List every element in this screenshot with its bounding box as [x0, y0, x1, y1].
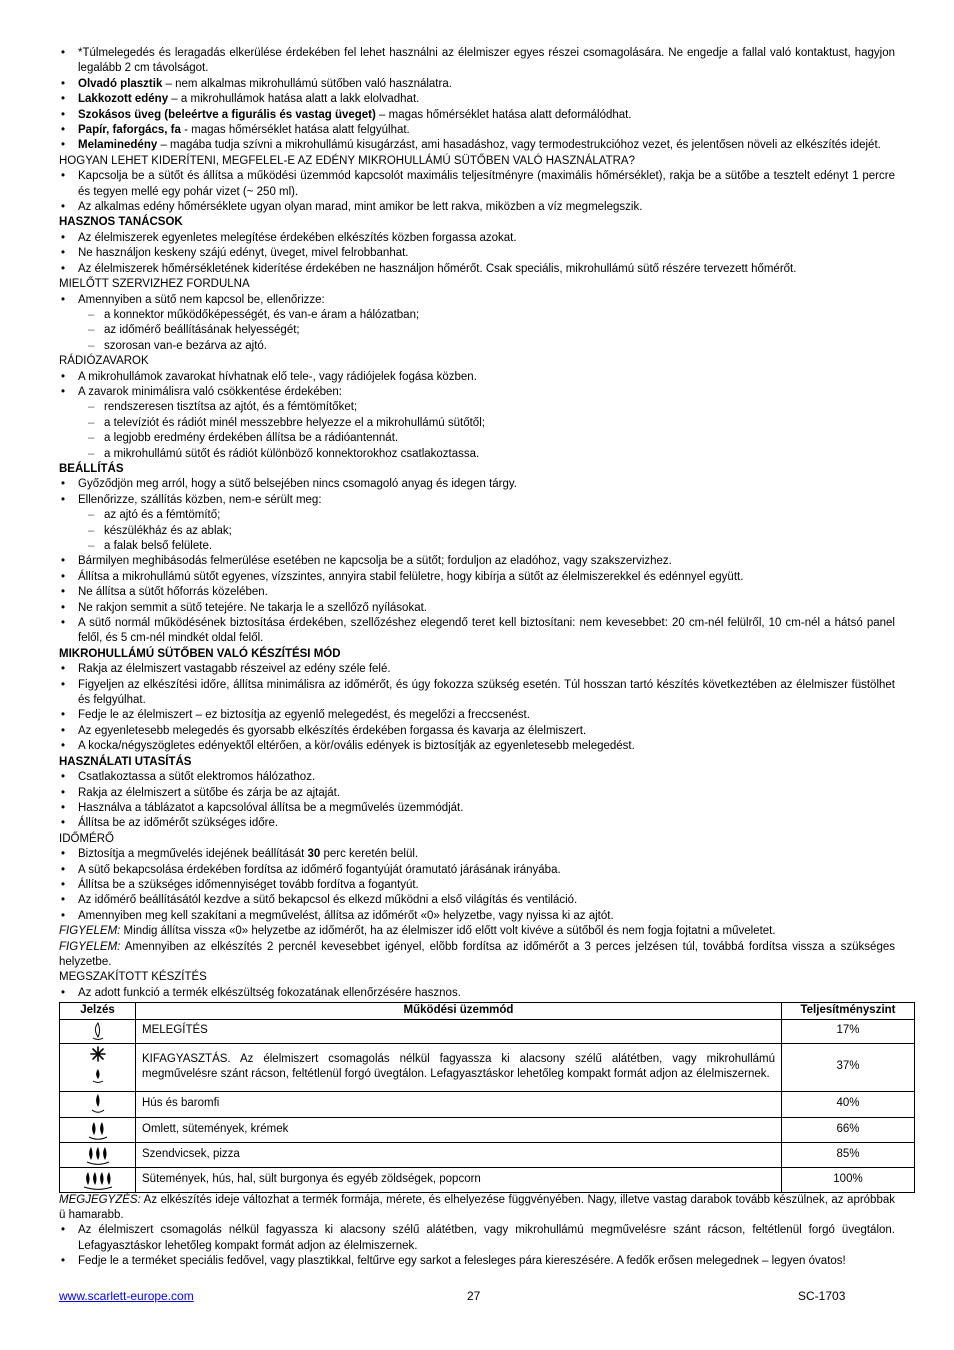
- list-item: • A mikrohullámok zavarokat hívhatnak elő tele-, vagy rádiójelek fogása közben.: [59, 370, 895, 385]
- section-heading: IDŐMÉRŐ: [59, 832, 114, 845]
- section-heading: MIKROHULLÁMÚ SÜTŐBEN VALÓ KÉSZÍTÉSI MÓD: [59, 647, 341, 660]
- note: MEGJEGYZÉS: Az elkészítés ideje változhat a termék formája, mérete, és elhelyezése függvényében. Nagy, illetve vastag darabok tovább készülnek, az apróbbak ü hamarabb.: [59, 1193, 895, 1221]
- list-item: • A sütő bekapcsolása érdekében fordítsa az időmérő fogantyúját óramutató járásának irányába.: [59, 863, 895, 878]
- document-body: [59, 46, 895, 1270]
- level-cell: 40%: [782, 1091, 915, 1117]
- list-item: • Az időmérő beállításától kezdve a sütő bekapcsol és elkezd működni a első világítás és ventiláció.: [59, 893, 895, 908]
- mode-cell: MELEGÍTÉS: [136, 1019, 782, 1043]
- list-item: • *Túlmelegedés és leragadás elkerülése érdekében fel lehet használni az élelmiszer egyes részei csomagolására. Ne engedje a fallal való kontaktust, hagyjon legalább 2 cm távolságot.: [59, 46, 895, 77]
- table-header-cell: Teljesítményszint: [782, 1003, 915, 1019]
- radio-list: [59, 370, 895, 462]
- interrupted-list: [59, 986, 895, 1001]
- three-flames-icon: [60, 1142, 136, 1167]
- timer-list: [59, 847, 895, 924]
- sub-list-item: – az ajtó és a fémtömítő;: [59, 508, 895, 523]
- section-heading: MIELŐTT SZERVIZHEZ FORDULNA: [59, 278, 250, 291]
- footer-url[interactable]: [59, 1289, 194, 1304]
- warming-flame-icon: [60, 1019, 136, 1043]
- list-item: • Fedje le a terméket speciális fedővel, vagy plasztikkal, feltűrve egy sarkot a felesleges pára kiereszésére. A fedők erősen melegednek – legyen óvatos!: [59, 1254, 895, 1269]
- list-item: • Kapcsolja be a sütőt és állítsa a működési üzemmód kapcsolót maximális teljesítményre (maximális hőmérséklet), rakja be a sütőbe a tesztelt edényt 1 percre és tegyen mellé egy pohár vizet (~ 250 ml).: [59, 169, 895, 200]
- tips-list: [59, 231, 895, 277]
- list-item: • Fedje le az élelmiszert – ez biztosítja az egyenlő melegedést, és megelőzi a freccsenést.: [59, 708, 895, 723]
- list-item: • Az adott funkció a termék elkészültség fokozatának ellenőrzésére hasznos.: [59, 986, 895, 1001]
- list-item: • Biztosítja a megművelés idejének beállítását 30 perc keretén belül.: [59, 847, 895, 862]
- list-item: • Lakkozott edény – a mikrohullámok hatása alatt a lakk elolvadhat.: [59, 92, 895, 107]
- usage-list: [59, 770, 895, 832]
- level-cell: 85%: [782, 1142, 915, 1167]
- list-item: • Ellenőrizze, szállítás közben, nem-e sérült meg:: [59, 493, 895, 508]
- section-heading: BEÁLLÍTÁS: [59, 462, 124, 475]
- list-item: • Rakja az élelmiszert vastagabb részeivel az edény széle felé.: [59, 662, 895, 677]
- list-item: • Amennyiben a sütő nem kapcsol be, ellenőrizze:: [59, 293, 895, 308]
- section-heading: MEGSZAKÍTOTT KÉSZÍTÉS: [59, 971, 207, 984]
- list-item: • A sütő normál működésének biztosítása érdekében, szellőzéshez elegendő teret kell biztosítani: nem kevesebbet: 20 cm-nél felülről, 10 cm-nél a hátsó panel felől, és 5 cm-nél mindkét oldal felől.: [59, 616, 895, 647]
- sub-list-item: – készülékház és az ablak;: [59, 524, 895, 539]
- mode-cell: Sütemények, hús, hal, sült burgonya és egyéb zöldségek, popcorn: [136, 1167, 782, 1192]
- level-cell: 17%: [782, 1019, 915, 1043]
- section-heading: HOGYAN LEHET KIDERÍTENI, MEGFELEL-E AZ EDÉNY MIKROHULLÁMÚ SÜTŐBEN VALÓ HASZNÁLATRA?: [59, 154, 635, 167]
- list-item: • Állítsa be a szükséges időmennyiséget tovább fordítva a fogantyút.: [59, 878, 895, 893]
- list-item: • A zavarok minimálisra való csökkentése érdekében:: [59, 385, 895, 400]
- list-item: • Csatlakoztassa a sütőt elektromos hálózathoz.: [59, 770, 895, 785]
- table-row: [60, 1091, 915, 1117]
- list-item: • Állítsa be az időmérőt szükséges időre.: [59, 816, 895, 831]
- list-item: • Figyeljen az elkészítési időre, állítsa minimálisra az időmérőt, és úgy fokozza szükség esetén. Túl hosszan tartó készítés következtében az élelmiszer füstölhet és felgyúlhat.: [59, 678, 895, 709]
- list-item: • Az egyenletesebb melegedés és gyorsabb elkészítés érdekében forgassa és kavarja az élelmiszert.: [59, 724, 895, 739]
- four-flames-icon: [60, 1167, 136, 1192]
- sub-list-item: – a falak belső felülete.: [59, 539, 895, 554]
- table-header-cell: Működési üzemmód: [136, 1003, 782, 1019]
- section-heading: RÁDIÓZAVAROK: [59, 355, 149, 368]
- list-item: • Győződjön meg arról, hogy a sütő belsejében nincs csomagoló anyag és idegen tárgy.: [59, 477, 895, 492]
- list-item: • Bármilyen meghibásodás felmerülése esetében ne kapcsolja be a sütőt; forduljon az eladóhoz, vagy szakszervizhez.: [59, 554, 895, 569]
- snowflake-flame-icon: [60, 1043, 136, 1091]
- list-item: • Ne használjon keskeny szájú edényt, üveget, mivel felrobbanhat.: [59, 246, 895, 261]
- list-item: • A kocka/négyszögletes edényektől eltérően, a kör/ovális edények is biztosítják az egyenletesebb melegedést.: [59, 739, 895, 754]
- mode-cell: Hús és baromfi: [136, 1091, 782, 1117]
- attention-note: FIGYELEM: Amennyiben az elkészítés 2 percnél kevesebbet igényel, elõbb fordítsa az időmérőt a 3 perces jelzésen túl, továbbá fordítsa vissza a szükséges helyzetbe.: [59, 940, 895, 968]
- list-item: • Az élelmiszert csomagolás nélkül fagyassza ki alacsony szélű alátétben, vagy mikrohullámú megművelésre szánt rácson, feltétlenül forgó üvegtálon. Lefagyasztáskor lehetőleg kompakt formát adjon az élelmiszernek.: [59, 1223, 895, 1254]
- list-item: • Olvadó plasztik – nem alkalmas mikrohullámú sütőben való használatra.: [59, 77, 895, 92]
- list-item: • Rakja az élelmiszert a sütőbe és zárja be az ajtaját.: [59, 786, 895, 801]
- list-item: • Használva a táblázatot a kapcsolóval állítsa be a megművelés üzemmódját.: [59, 801, 895, 816]
- website-link[interactable]: www.scarlett-europe.com: [59, 1289, 194, 1303]
- attention-note: FIGYELEM: Mindig állítsa vissza «0» helyzetbe az időmérőt, ha az élelmiszer idő előtt volt kivéve a sütőből és nem fogja fojtatni a műveletet.: [59, 925, 776, 938]
- list-item: • Az alkalmas edény hőmérséklete ugyan olyan marad, mint amikor be lett rakva, miközben a víz megmelegszik.: [59, 200, 895, 215]
- level-cell: 100%: [782, 1167, 915, 1192]
- intro-list: [59, 46, 895, 154]
- list-item: • Szokásos üveg (beleértve a figurális és vastag üveget) – magas hőmérséklet hatása alatt deformálódhat.: [59, 108, 895, 123]
- cooking-list: [59, 662, 895, 754]
- list-item: • Melaminedény – magába tudja szívni a mikrohullámú kisugárzást, ami hasadáshoz, vagy termodestrukcióhoz vezet, és jelentősen növeli az elkészítés idejét.: [59, 138, 895, 153]
- table-row: [60, 1019, 915, 1043]
- section-heading: HASZNÁLATI UTASÍTÁS: [59, 755, 192, 768]
- list-item: • Az élelmiszerek hőmérsékletének kiderítése érdekében ne használjon hőmérőt. Csak speciális, mikrohullámú sütő részére tervezett hőmérőt.: [59, 262, 895, 277]
- list-item: • Ne rakjon semmit a sütő tetejére. Ne takarja le a szellőző nyílásokat.: [59, 601, 895, 616]
- mode-cell: KIFAGYASZTÁS. Az élelmiszert csomagolás nélkül fagyassza ki alacsony szélű alátétben, vagy mikrohullámú megművelésre szánt rácson, feltétlenül forgó üvegtálon. Lefagyasztáskor lehetőleg kompakt formát adjon az élelmiszernek.: [136, 1043, 782, 1091]
- mode-cell: Omlett, sütemények, krémek: [136, 1117, 782, 1142]
- two-flames-icon: [60, 1117, 136, 1142]
- section-heading: HASZNOS TANÁCSOK: [59, 216, 183, 229]
- check-list: [59, 169, 895, 215]
- table-row: [60, 1167, 915, 1192]
- table-header-cell: Jelzés: [60, 1003, 136, 1019]
- list-item: • Az élelmiszerek egyenletes melegítése érdekében elkészítés közben forgassa azokat.: [59, 231, 895, 246]
- sub-list-item: – a legjobb eredmény érdekében állítsa be a rádióantennát.: [59, 431, 895, 446]
- sub-list-item: – a mikrohullámú sütőt és rádiót különböző konnektorokhoz csatlakoztassa.: [59, 447, 895, 462]
- one-flame-icon: [60, 1091, 136, 1117]
- sub-list-item: – az időmérő beállításának helyességét;: [59, 323, 895, 338]
- service-list: [59, 293, 895, 355]
- power-mode-table: [59, 1002, 915, 1192]
- sub-list-item: – a konnektor működőképességét, és van-e áram a hálózatban;: [59, 308, 895, 323]
- level-cell: 66%: [782, 1117, 915, 1142]
- list-item: • Állítsa a mikrohullámú sütőt egyenes, vízszintes, annyira stabil felületre, hogy kibírja a sütőt az élelmiszerekkel és edénnyel együtt.: [59, 570, 895, 585]
- level-cell: 37%: [782, 1043, 915, 1091]
- sub-list-item: – szorosan van-e bezárva az ajtó.: [59, 339, 895, 354]
- sub-list-item: – rendszeresen tisztítsa az ajtót, és a fémtömítőket;: [59, 400, 895, 415]
- list-item: • Amennyiben meg kell szakítani a megművelést, állítsa az időmérőt «0» helyzetbe, vagy nyissa ki az ajtót.: [59, 909, 895, 924]
- list-item: • Papír, faforgács, fa - magas hőmérséklet hatása alatt felgyúlhat.: [59, 123, 895, 138]
- table-header-row: [60, 1003, 915, 1019]
- page-number: 27: [467, 1289, 481, 1303]
- model-number: SC-1703: [798, 1289, 846, 1303]
- table-row: [60, 1142, 915, 1167]
- mode-cell: Szendvicsek, pizza: [136, 1142, 782, 1167]
- list-item: • Ne állítsa a sütőt hőforrás közelében.: [59, 585, 895, 600]
- table-row: [60, 1117, 915, 1142]
- sub-list-item: – a televíziót és rádiót minél messzebbre helyezze el a mikrohullámú sütőtől;: [59, 416, 895, 431]
- setup-list: [59, 477, 895, 646]
- table-row: [60, 1043, 915, 1091]
- final-list: [59, 1223, 895, 1269]
